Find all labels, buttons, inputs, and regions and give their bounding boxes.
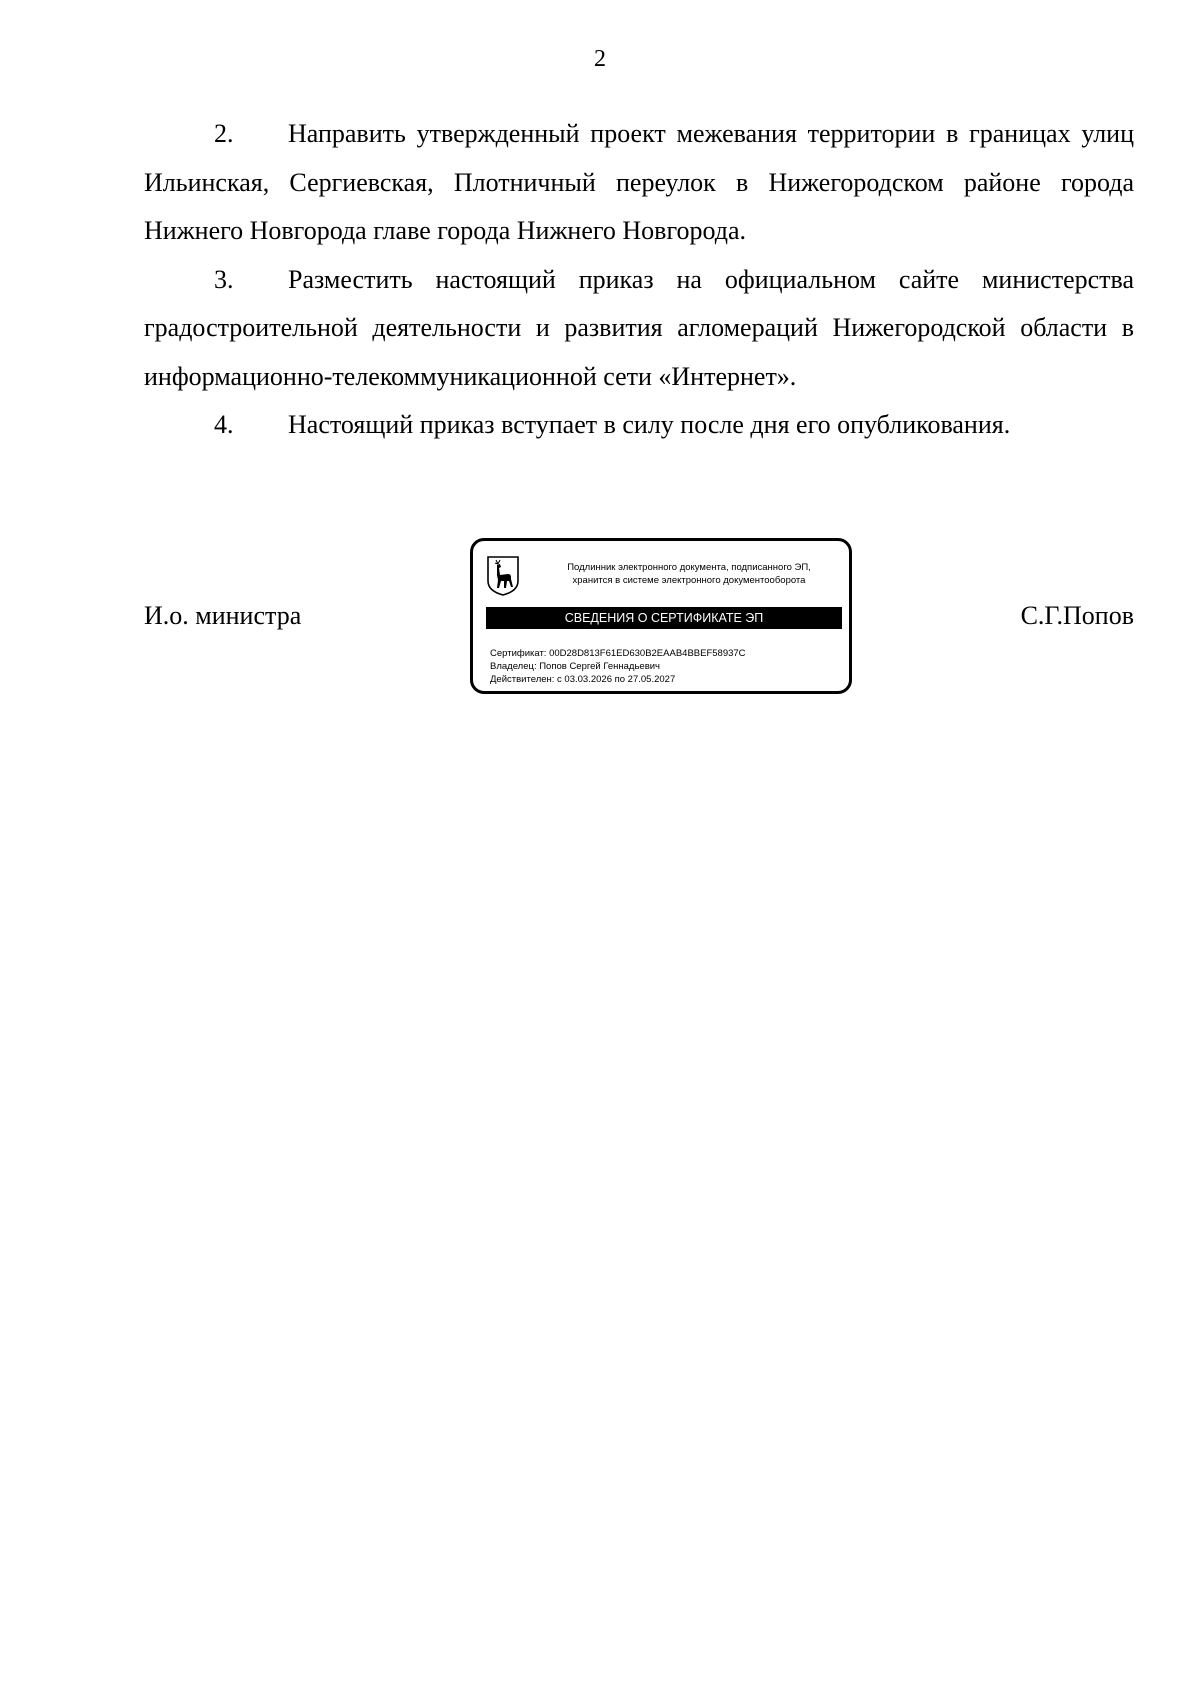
deer-coat-of-arms-icon bbox=[486, 555, 520, 597]
stamp-header-line: хранится в системе электронного документооборота bbox=[572, 575, 806, 586]
paragraph-text: Разместить настоящий приказ на официальном сайте министерства градостроительной деятельности и развития агломераций Нижегородской области в информационно-телекоммуникационной сети «Интернет». bbox=[144, 264, 1134, 391]
page-number: 2 bbox=[594, 46, 606, 72]
paragraph-3 bbox=[144, 256, 1134, 402]
paragraph-number: 2. bbox=[214, 119, 234, 148]
stamp-header bbox=[533, 561, 845, 587]
paragraph-number: 4. bbox=[214, 410, 234, 439]
certificate-number: Сертификат: 00D28D813F61ED630B2EAAB4BBEF58937C bbox=[490, 648, 746, 659]
certificate-owner: Владелец: Попов Сергей Геннадьевич bbox=[490, 661, 661, 672]
order-body bbox=[144, 110, 1134, 450]
paragraph-2 bbox=[144, 110, 1134, 256]
stamp-header-line: Подлинник электронного документа, подписанного ЭП, bbox=[567, 562, 811, 573]
electronic-signature-stamp bbox=[470, 538, 852, 694]
signatory-position: И.о. министра bbox=[144, 601, 302, 630]
paragraph-text: Настоящий приказ вступает в силу после дня его опубликования. bbox=[288, 410, 1011, 439]
paragraph-number: 3. bbox=[214, 264, 234, 294]
certificate-validity: Действителен: с 03.03.2026 по 27.05.2027 bbox=[490, 674, 676, 685]
signatory-name: С.Г.Попов bbox=[1020, 601, 1134, 630]
paragraph-4 bbox=[144, 401, 1134, 450]
certificate-details bbox=[490, 647, 746, 686]
paragraph-text: Направить утвержденный проект межевания территории в границах улиц Ильинская, Сергиевская, Плотничный переулок в Нижегородском районе города Нижнего Новгорода главе города Нижнего Новгорода. bbox=[144, 119, 1134, 245]
certificate-info-title: СВЕДЕНИЯ О СЕРТИФИКАТЕ ЭП bbox=[486, 607, 842, 629]
